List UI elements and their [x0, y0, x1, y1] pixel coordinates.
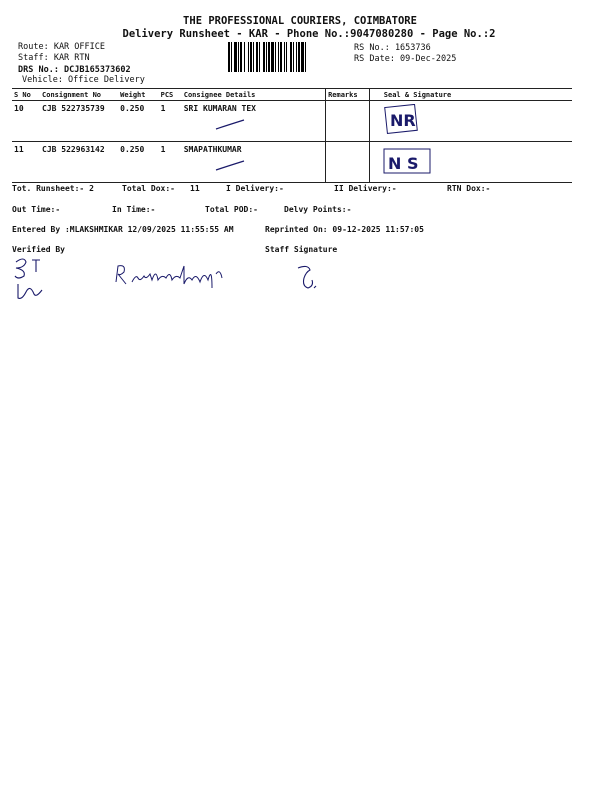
col-pcs: PCS [159, 89, 182, 101]
drs-barcode [228, 42, 350, 72]
vehicle-label: Vehicle: Office Delivery [22, 75, 145, 85]
col-seal: Seal & Signature [369, 89, 572, 101]
tick-mark-icon [214, 119, 246, 131]
tick-mark-icon [214, 160, 246, 172]
col-sno: S No [12, 89, 40, 101]
table-row [12, 101, 572, 142]
rtn-dox: RTN Dox:- [447, 184, 491, 193]
row-remarks [326, 101, 370, 142]
reprinted-on: Reprinted On: 09-12-2025 11:57:05 [265, 225, 424, 234]
ii-delivery: II Delivery:- [334, 184, 397, 193]
row-sno: 10 [12, 101, 40, 142]
row-weight: 0.250 [118, 142, 158, 183]
row-seal-cell [369, 142, 572, 183]
row-seal-cell [369, 101, 572, 142]
staff-label: Staff: KAR RTN [18, 53, 90, 63]
col-weight: Weight [118, 89, 158, 101]
rs-date: RS Date: 09-Dec-2025 [354, 54, 457, 64]
drs-number: DRS No.: DCJB165373602 [18, 65, 131, 75]
seal-signature-icon [380, 145, 470, 177]
row-consignee: SRI KUMARAN TEX [183, 104, 256, 113]
staff-signature-icon [292, 262, 322, 292]
rs-number: RS No.: 1653736 [354, 43, 431, 53]
row-remarks [326, 142, 370, 183]
verifier-signature-icon [112, 260, 232, 290]
total-pod: Total POD:- [205, 205, 258, 214]
total-dox-label: Total Dox:- [122, 184, 175, 193]
seal-text: N S [387, 154, 419, 173]
row-consignee: SMAPATHKUMAR [183, 145, 242, 154]
col-consignee: Consignee Details [182, 89, 326, 101]
runsheet-table [12, 88, 572, 183]
row-consignment: CJB 522963142 [40, 142, 118, 183]
seal-text: NR [389, 111, 416, 130]
entered-by: Entered By :MLAKSHMIKAR 12/09/2025 11:55:55 AM [12, 225, 234, 234]
verifier-initials-signature-icon [12, 254, 52, 304]
staff-signature-label: Staff Signature [265, 245, 338, 254]
company-title: THE PROFESSIONAL COURIERS, COIMBATORE [183, 15, 417, 27]
out-time: Out Time:- [12, 205, 61, 214]
row-consignee-cell [182, 101, 326, 142]
table-header-row [12, 89, 572, 101]
row-consignee-cell [182, 142, 326, 183]
seal-signature-icon [380, 104, 450, 136]
route-label: Route: KAR OFFICE [18, 42, 105, 52]
row-weight: 0.250 [118, 101, 158, 142]
in-time: In Time:- [112, 205, 156, 214]
verified-by-label: Verified By [12, 245, 65, 254]
delvy-points: Delvy Points:- [284, 205, 352, 214]
row-pcs: 1 [159, 101, 182, 142]
runsheet-subtitle: Delivery Runsheet - KAR - Phone No.:9047080280 - Page No.:2 [122, 28, 496, 40]
tot-runsheet: Tot. Runsheet:- 2 [12, 184, 94, 193]
row-consignment: CJB 522735739 [40, 101, 118, 142]
col-consignment: Consignment No [40, 89, 118, 101]
i-delivery: I Delivery:- [226, 184, 284, 193]
table-row [12, 142, 572, 183]
row-sno: 11 [12, 142, 40, 183]
total-dox-value: 11 [190, 184, 200, 193]
col-remarks: Remarks [326, 89, 370, 101]
row-pcs: 1 [159, 142, 182, 183]
